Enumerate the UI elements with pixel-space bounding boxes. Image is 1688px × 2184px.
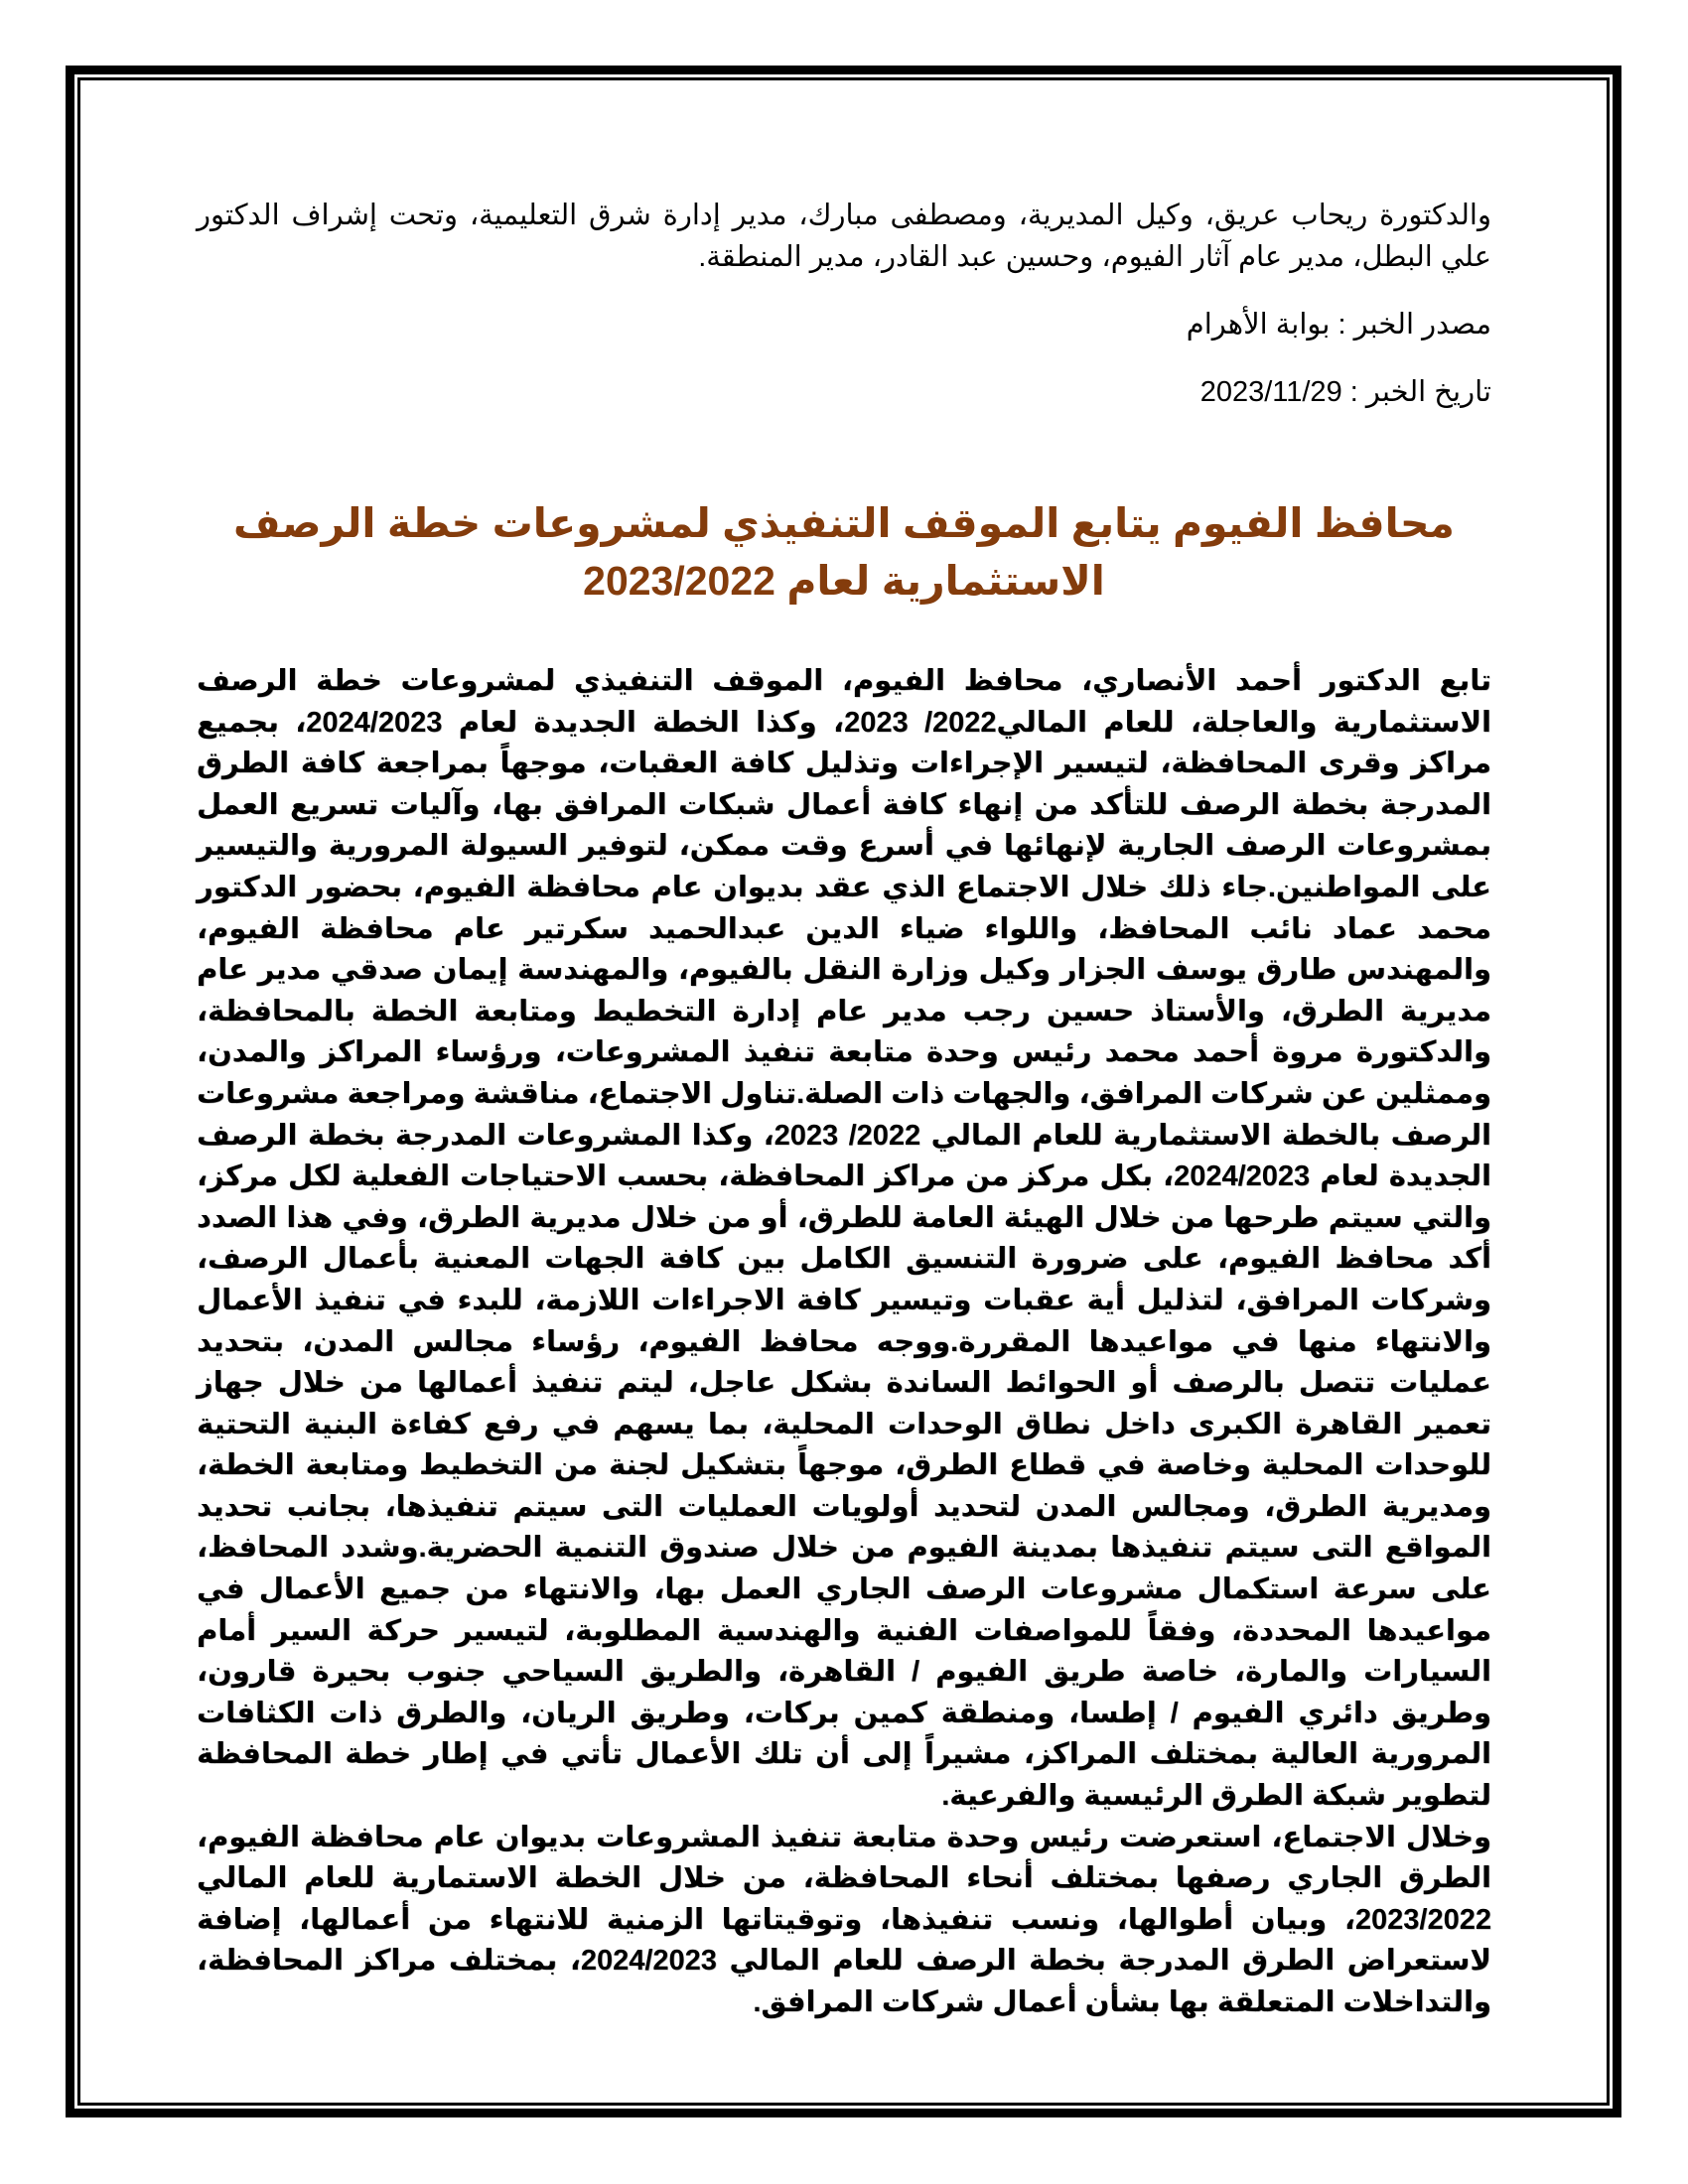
news-date-value: 2023/11/29 <box>1199 376 1342 408</box>
article-title: محافظ الفيوم يتابع الموقف التنفيذي لمشروعات خطة الرصف الاستثمارية لعام 2023/2022 <box>233 500 1455 604</box>
news-source-value: بوابة الأهرام <box>1186 309 1331 341</box>
news-source-label: مصدر الخبر : <box>1330 309 1491 341</box>
intro-paragraph: والدكتورة ريحاب عريق، وكيل المديرية، ومصطفى مبارك، مدير إدارة شرق التعليمية، وتحت إشراف الدكتور علي البطل، مدير عام آثار الفيوم، وحسين عبد القادر، مدير المنطقة. <box>197 200 1491 273</box>
document-page <box>197 195 1491 2024</box>
news-date <box>197 371 1491 413</box>
article-body <box>197 661 1491 2024</box>
article-paragraph-1: تابع الدكتور أحمد الأنصاري، محافظ الفيوم، الموقف التنفيذي لمشروعات خطة الرصف الاستثمارية والعاجلة، للعام المالي2022/ 2023، وكذا الخطة الجديدة لعام 2024/2023، بجميع مراكز وقرى المحافظة، لتيسير الإجراءات وتذليل كافة العقبات، موجهاً بمراجعة كافة الطرق المدرجة بخطة الرصف للتأكد من إنهاء كافة أعمال شبكات المرافق بها، وآليات تسريع العمل بمشروعات الرصف الجارية لإنهائها في أسرع وقت ممكن، لتوفير السيولة المرورية والتيسير على المواطنين.جاء ذلك خلال الاجتماع الذي عقد بديوان عام محافظة الفيوم، بحضور الدكتور محمد عماد نائب المحافظ، واللواء ضياء الدين عبدالحميد سكرتير عام محافظة الفيوم، والمهندس طارق يوسف الجزار وكيل وزارة النقل بالفيوم، والمهندسة إيمان صدقي مدير عام مديرية الطرق، والأستاذ حسين رجب مدير عام إدارة التخطيط ومتابعة الخطة بالمحافظة، والدكتورة مروة أحمد محمد رئيس وحدة متابعة تنفيذ المشروعات، ورؤساء المراكز والمدن، وممثلين عن شركات المرافق، والجهات ذات الصلة.تناول الاجتماع، مناقشة ومراجعة مشروعات الرصف بالخطة الاستثمارية للعام المالي 2022/ 2023، وكذا المشروعات المدرجة بخطة الرصف الجديدة لعام 2024/2023، بكل مركز من مراكز المحافظة، بحسب الاحتياجات الفعلية لكل مركز، والتي سيتم طرحها من خلال الهيئة العامة للطرق، أو من خلال مديرية الطرق، وفي هذا الصدد أكد محافظ الفيوم، على ضرورة التنسيق الكامل بين كافة الجهات المعنية بأعمال الرصف، وشركات المرافق، لتذليل أية عقبات وتيسير كافة الاجراءات اللازمة، للبدء في تنفيذ الأعمال والانتهاء منها في مواعيدها المقررة.ووجه محافظ الفيوم، رؤساء مجالس المدن، بتحديد عمليات تتصل بالرصف أو الحوائط الساندة بشكل عاجل، ليتم تنفيذ أعمالها من خلال جهاز تعمير القاهرة الكبرى داخل نطاق الوحدات المحلية، بما يسهم في رفع كفاءة البنية التحتية للوحدات المحلية وخاصة في قطاع الطرق، موجهاً بتشكيل لجنة من التخطيط ومتابعة الخطة، ومديرية الطرق، ومجالس المدن لتحديد أولويات العمليات التى سيتم تنفيذها، بجانب تحديد المواقع التى سيتم تنفيذها بمدينة الفيوم من خلال صندوق التنمية الحضرية.وشدد المحافظ، على سرعة استكمال مشروعات الرصف الجاري العمل بها، والانتهاء من جميع الأعمال في مواعيدها المحددة، وفقاً للمواصفات الفنية والهندسية المطلوبة، لتيسير حركة السير أمام السيارات والمارة، خاصة طريق الفيوم / القاهرة، والطريق السياحي جنوب بحيرة قارون، وطريق دائري الفيوم / إطسا، ومنطقة كمين بركات، وطريق الريان، والطرق ذات الكثافات المرورية العالية بمختلف المراكز، مشيراً إلى أن تلك الأعمال تأتي في إطار خطة المحافظة لتطوير شبكة الطرق الرئيسية والفرعية. <box>197 665 1491 1813</box>
article-paragraph-2: وخلال الاجتماع، استعرضت رئيس وحدة متابعة تنفيذ المشروعات بديوان عام محافظة الفيوم، الطرق الجاري رصفها بمختلف أنحاء المحافظة، من خلال الخطة الاستمارية للعام المالي 2023/2022، وبيان أطوالها، ونسب تنفيذها، وتوقيتاتها الزمنية للانتهاء من أعمالها، إضافة لاستعراض الطرق المدرجة بخطة الرصف للعام المالي 2024/2023، بمختلف مراكز المحافظة، والتداخلات المتعلقة بها بشأن أعمال شركات المرافق. <box>197 1821 1491 2018</box>
news-date-label: تاريخ الخبر : <box>1341 376 1491 408</box>
news-source <box>197 304 1491 345</box>
